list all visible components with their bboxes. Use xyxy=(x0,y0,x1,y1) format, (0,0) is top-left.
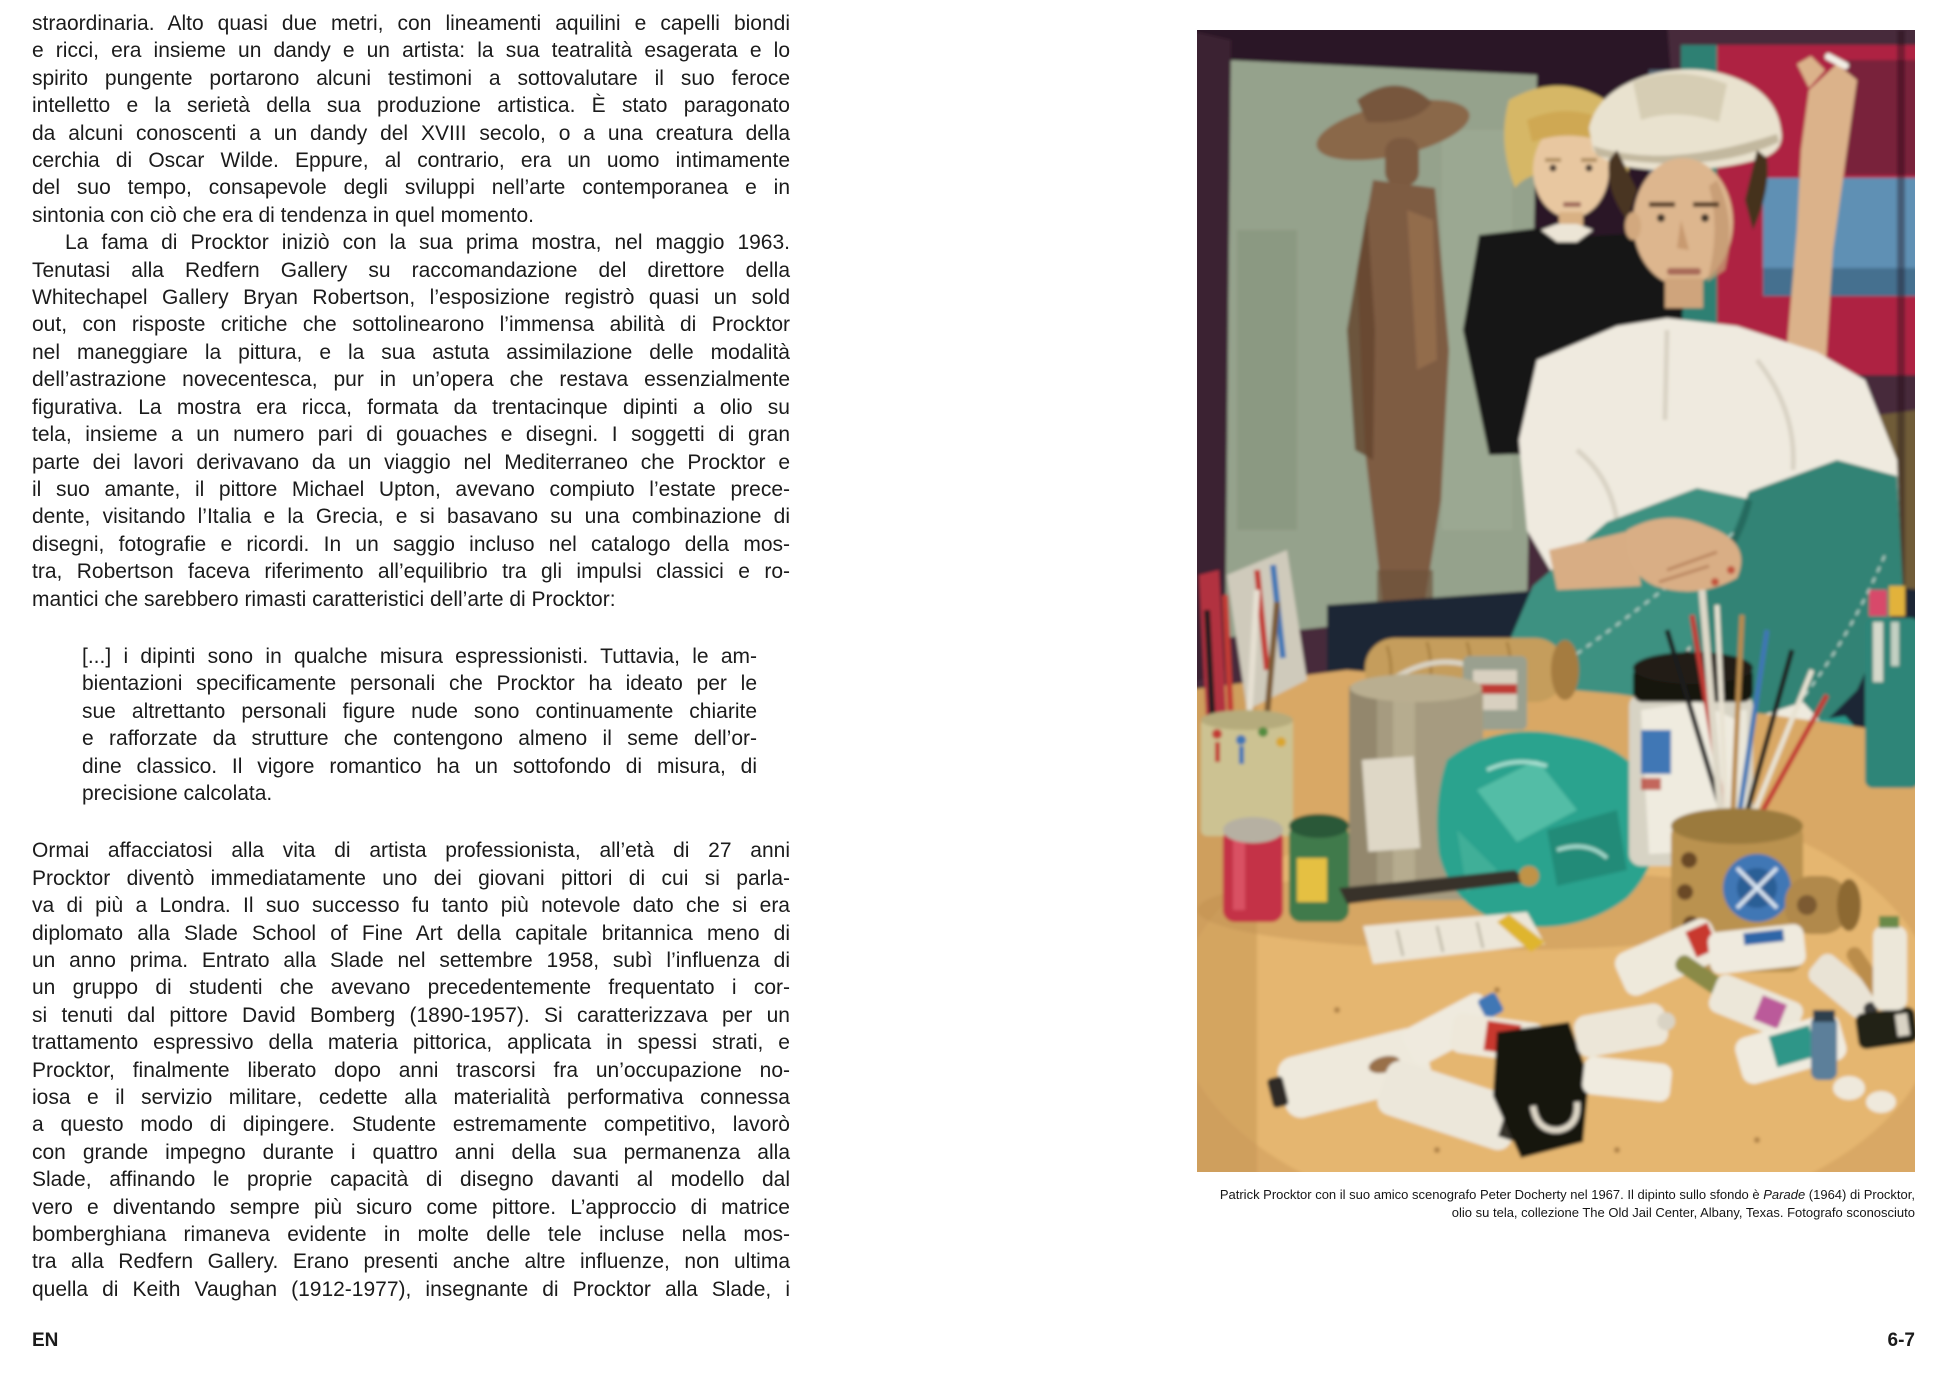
text-line: trattamento espressivo della materia pittorica, applicata in spessi strati, e xyxy=(32,1031,790,1055)
text-line: tela, insieme a un numero pari di gouaches e disegni. I soggetti di gran xyxy=(32,423,790,447)
text-line: del suo tempo, consapevole degli sviluppi nell’arte contemporanea e in xyxy=(32,176,790,200)
photo-caption xyxy=(1197,1186,1915,1221)
text-line: mantici che sarebbero rimasti caratteristici dell’arte di Procktor: xyxy=(32,587,616,611)
text-line: spirito pungente portarono alcuni testimoni a sottovalutare il suo feroce xyxy=(32,66,790,90)
text-line: parte dei lavori derivavano da un viaggio nel Mediterraneo che Procktor e xyxy=(32,450,790,474)
text-line: cerchia di Oscar Wilde. Eppure, al contrario, era un uomo intimamente xyxy=(32,149,790,173)
text-line: dente, visitando l’Italia e la Grecia, e si basavano su una combinazione di xyxy=(32,505,790,529)
text-line: il suo amante, il pittore Michael Upton, avevano compiuto l’estate prece- xyxy=(32,477,790,501)
caption-text-3: olio su tela, collezione The Old Jail Center, Albany, Texas. Fotografo sconosciuto xyxy=(1451,1204,1915,1220)
page-number: 6-7 xyxy=(1887,1330,1915,1351)
text-line: Procktor diventò immediatamente uno dei giovani pittori di cui si parla- xyxy=(32,866,790,890)
text-line: bientazioni specificamente personali che Procktor ha ideato per le xyxy=(82,672,757,696)
text-line: e rafforzate da strutture che contengono almeno il seme dell’or- xyxy=(82,727,757,751)
text-line: out, con risposte critiche che sottolinearono l’immensa abilità di Procktor xyxy=(32,313,790,337)
text-line: un gruppo di studenti che avevano precedentemente frequentato i cor- xyxy=(32,976,790,1000)
text-line: sue altrettanto personali figure nude sono continuamente chiarite xyxy=(82,699,757,723)
text-line: tra, Robertson faceva riferimento all’equilibrio tra gli impulsi classici e ro- xyxy=(32,560,790,584)
text-line: si tenuti dal pittore David Bomberg (1890-1957). Si caratterizzava per un xyxy=(32,1003,790,1027)
text-line: precisione calcolata. xyxy=(82,781,273,805)
text-line: Procktor, finalmente liberato dopo anni trascorsi fra un’occupazione no- xyxy=(32,1058,790,1082)
text-line: un anno prima. Entrato alla Slade nel settembre 1958, subì l’influenza di xyxy=(32,949,790,972)
text-line: sintonia con ciò che era di tendenza in quel momento. xyxy=(32,203,534,227)
text-line: e ricci, era insieme un dandy e un artista: la sua teatralità esagerata e lo xyxy=(32,39,790,63)
paragraph-fame xyxy=(32,229,790,613)
studio-photo xyxy=(1197,30,1915,1172)
text-line: tra alla Redfern Gallery. Erano presenti anche altre influenze, non ultima xyxy=(32,1250,790,1274)
text-line: Whitechapel Gallery Bryan Robertson, l’esposizione registrò quasi un sold xyxy=(32,286,790,310)
paragraph-continuation xyxy=(32,10,790,229)
robertson-quote-block xyxy=(82,643,757,807)
text-line: La fama di Procktor iniziò con la sua prima mostra, nel maggio 1963. xyxy=(65,231,790,255)
text-line: con grande impegno durante i quattro anni della sua permanenza alla xyxy=(32,1140,790,1164)
text-line: straordinaria. Alto quasi due metri, con lineamenti aquilini e capelli biondi xyxy=(32,12,790,35)
text-line: bomberghiana rimaneva evidente in molte delle tele incluse nella mos- xyxy=(32,1223,790,1247)
caption-italic-title: Parade xyxy=(1763,1187,1806,1202)
text-line: Tenutasi alla Redfern Gallery su raccomandazione del direttore della xyxy=(32,258,790,282)
text-line: dell’astrazione novecentesca, pur in un’opera che restava essenzialmente xyxy=(32,368,790,392)
text-line: intelletto e la serietà della sua produzione artistica. È stato paragonato xyxy=(32,94,790,118)
text-line: a questo modo di dipingere. Studente estremamente competitivo, lavorò xyxy=(32,1113,790,1137)
text-line: diplomato alla Slade School of Fine Art della capitale britannica meno di xyxy=(32,921,790,945)
text-line: figurativa. La mostra era ricca, formata da trentacinque dipinti a olio su xyxy=(32,395,790,419)
text-line: disegni, fotografie e ricordi. In un saggio incluso nel catalogo della mos- xyxy=(32,532,790,556)
caption-text-1: Patrick Procktor con il suo amico scenografo Peter Docherty nel 1967. Il dipinto sullo sfondo è xyxy=(1219,1187,1764,1202)
paragraph-slade xyxy=(32,837,790,1303)
text-line: Slade, affinando le proprie capacità di disegno davanti al modello dal xyxy=(32,1168,790,1192)
text-line: nel maneggiare la pittura, e la sua astuta assimilazione delle modalità xyxy=(32,340,790,364)
text-line: dine classico. Il vigore romantico ha un sottofondo di misura, di xyxy=(82,754,757,778)
text-line: quella di Keith Vaughan (1912-1977), insegnante di Procktor alla Slade, i xyxy=(32,1277,790,1301)
photo-patrick-procktor-peter-docherty xyxy=(1197,30,1915,1172)
article-text-column xyxy=(32,10,790,1303)
text-line: iosa e il servizio militare, cedette alla materialità performativa connessa xyxy=(32,1086,790,1110)
text-line: Ormai affacciatosi alla vita di artista professionista, all’età di 27 anni xyxy=(32,839,790,863)
language-marker: EN xyxy=(32,1330,59,1351)
text-line: vero e diventando sempre più sicuro come pittore. L’approccio di matrice xyxy=(32,1195,790,1219)
text-line: va di più a Londra. Il suo successo fu tanto più notevole dato che si era xyxy=(32,894,790,918)
text-line: [...] i dipinti sono in qualche misura espressionisti. Tuttavia, le am- xyxy=(82,644,757,668)
caption-text-2: (1964) di Procktor, xyxy=(1805,1187,1915,1202)
text-line: da alcuni conoscenti a un dandy del XVIII secolo, o a una creatura della xyxy=(32,121,790,145)
